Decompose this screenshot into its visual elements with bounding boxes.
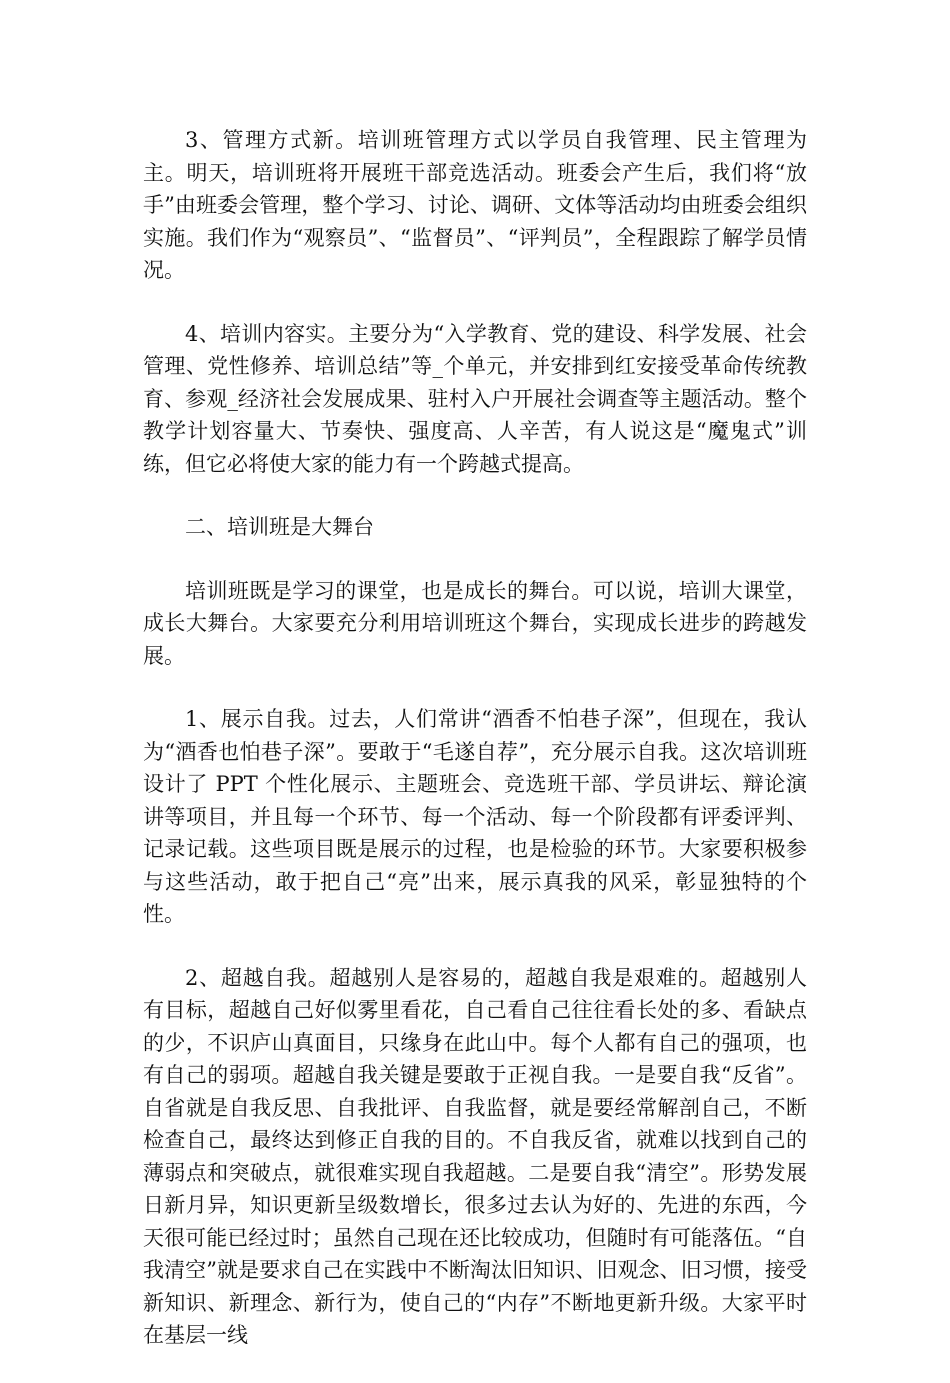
paragraph-stage-intro: 培训班既是学习的课堂，也是成长的舞台。可以说，培训大课堂，成长大舞台。大家要充分利用培训班这个舞台，实现成长进步的跨越发展。 (143, 578, 807, 668)
document-body (143, 124, 807, 1383)
paragraph-training-content: 4、培训内容实。主要分为“入学教育、党的建设、科学发展、社会管理、党性修养、培训总结”等_个单元，并安排到红安接受革命传统教育、参观_经济社会发展成果、驻村入户开展社会调查等主题活动。整个教学计划容量大、节奏快、强度高、人辛苦，有人说这是“魔鬼式”训练，但它必将使大家的能力有一个跨越式提高。 (143, 321, 807, 476)
paragraph-show-yourself: 1、展示自我。过去，人们常讲“酒香不怕巷子深”，但现在，我认为“酒香也怕巷子深”。要敢于“毛遂自荐”，充分展示自我。这次培训班设计了 PPT 个性化展示、主题班会、竞选班干部、学员讲坛、辩论演讲等项目，并且每一个环节、每一个活动、每一个阶段都有评委评判、记录记载。这些项目既是展示的过程，也是检验的环节。大家要积极参与这些活动，敢于把自己“亮”出来，展示真我的风采，彰显独特的个性。 (143, 707, 807, 926)
paragraph-management-method: 3、管理方式新。培训班管理方式以学员自我管理、民主管理为主。明天，培训班将开展班干部竞选活动。班委会产生后，我们将“放手”由班委会管理，整个学习、讨论、调研、文体等活动均由班委会组织实施。我们作为“观察员”、“监督员”、“评判员”，全程跟踪了解学员情况。 (143, 128, 807, 282)
paragraph-surpass-yourself: 2、超越自我。超越别人是容易的，超越自我是艰难的。超越别人有目标，超越自己好似雾里看花，自己看自己往往看长处的多、看缺点的少，不识庐山真面目，只缘身在此山中。每个人都有自己的强项，也有自己的弱项。超越自我关键是要敢于正视自我。一是要自我“反省”。自省就是自我反思、自我批评、自我监督，就是要经常解剖自己，不断检查自己，最终达到修正自我的目的。不自我反省，就难以找到自己的薄弱点和突破点，就很难实现自我超越。二是要自我“清空”。形势发展日新月异，知识更新呈级数增长，很多过去认为好的、先进的东西，今天很可能已经过时；虽然自己现在还比较成功，但随时有可能落伍。“自我清空”就是要求自己在实践中不断淘汰旧知识、旧观念、旧习惯，接受新知识、新理念、新行为，使自己的“内存”不断地更新升级。大家平时在基层一线 (143, 965, 807, 1347)
section-heading-big-stage: 二、培训班是大舞台 (185, 515, 374, 539)
